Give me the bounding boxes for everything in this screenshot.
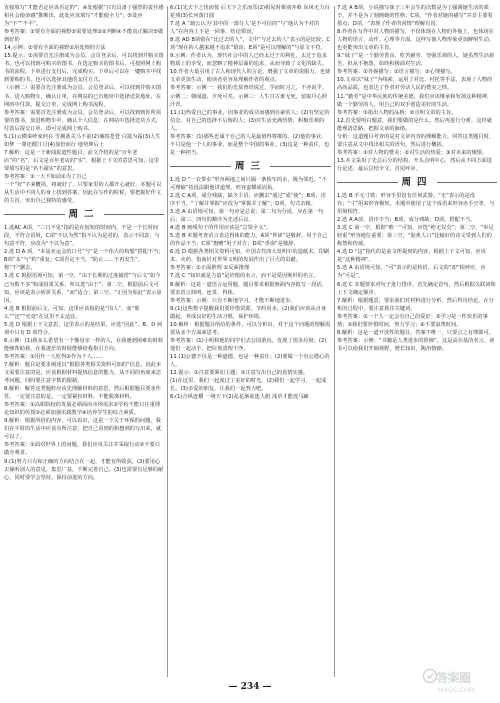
answer-paragraph: 15.提示：①需要首先注册成为会员。会员登录后，可以找到并购买图书，也可以找到可购买的图书，在选定购买的图书后，可按照网上购书的流程，下单进行支付后，完成购买。下单后可以在一键购买中找到要购的书，也可以选择其他的支付方式。 (4, 53, 164, 84)
answer-paragraph: 5.选 B 本题考查语言表达得体的能力。A项“拜读”是敬辞，用于自己的作品不当；C项“惠赠”用于对方；D项“垂询”是敬辞。 (170, 233, 328, 248)
heading-rule (170, 166, 231, 167)
answer-paragraph: 8.解析：这是一道开放性的题目，答案不唯一，只要言之有理即可。 (337, 329, 494, 336)
watermark-url: MXQE.COM (438, 686, 475, 694)
answer-paragraph: 9.示例：作者认为，现代社会中的人已经太过于功利化，太过于追求物质上的享受，而忽略了精神层面的追求，从而导致了文化的缺失。 (170, 53, 328, 68)
section-heading-row (170, 157, 331, 176)
answer-paragraph: 5.选 D 根据上下文意思，这里表示的是结果，应选“因此”，B、D 两项中只有 D 项符合。 (4, 321, 163, 336)
answer-paragraph: 参考答案：①高职院校的发展必须面向市场需求②学校不能只注重理论知识的传授③必须加强实践教学④培养学生的综合素质。 (4, 402, 161, 417)
section-heading: 周三 (235, 160, 267, 172)
column-left (4, 4, 164, 681)
answer-paragraph: 一个“好”字来概括，将就好了，只要家里的人都开心就好。本题可以从生活中不同人的身上找到答案，因此在写作的时候，要把握好作文的主旨，突出自己独特的感受。 (4, 182, 162, 205)
answer-paragraph: 12.首先要明白题意，我们要做的是什么，然后再进行分析。这样就能理清思路，把握文章的脉络。 (337, 117, 493, 132)
section-heading: 周四 (401, 176, 433, 188)
section-heading-row (337, 173, 497, 192)
answer-paragraph: 参考答案：①面对世界上的问题，我们应该关注并采取行动②不要只做旁观者。 (4, 442, 161, 457)
answer-paragraph: 2.选 C A项，成分残缺，缺少主语，应删去“通过”或“使”；B项，语序不当，“了解并掌握”应改为“掌握并了解”；D项，句式杂糅。 (170, 192, 326, 208)
answer-paragraph: 6.示例：(1)我多么希望有一个像母亲一样的人，在我遇到困难的时候能够帮助我，在我迷茫的时候能够给我指引方向。 (4, 337, 164, 352)
section-heading-row (4, 205, 164, 224)
answer-paragraph: 参考答案：①用作一人吃得②作为个人…… (4, 353, 103, 360)
answer-paragraph: 8.作者在写作中对人物的描写，不仅体现在人物的外貌上，也体现在人物的语言、动作、心理等方面。这样写使人物形象更加鲜明生动，也更能突出文章的主旨。 (337, 29, 495, 52)
answer-paragraph: 9.(1)努力只有和正确的方向结合在一起，才能有所收获。(2)要用心去倾听别人的意见，集思广益，不断完善自己。(3)也需要有足够的耐心，同时要学会坚持，保持前进的方向。 (4, 458, 164, 481)
answer-paragraph: 7.选 A B项，小说描写妹子三年会生的次数是为了强调她生活的艰辛，并不是为了刻画她的性格；C项，“作者对她的描写”并非主要着墨点；D项，“表现了作者的同情”理解有误。 (337, 5, 493, 28)
answer-paragraph: 参考答案：①一个人一定会有自己的爱好；②学习是一件快乐的事情；③我们要珍惜时间，努力学习；④不要浪费时间。 (337, 313, 488, 328)
answer-paragraph: 6.(1)先天下之忧而忧 后天下之乐而乐(2)相见时难别亦难 东风无力百花残(3)长河落日圆 (170, 5, 330, 20)
answer-paragraph: 10.解析：根据题目所给的条件，可以分析出，对于这个问题的理解需要从多个方面来思考。 (170, 321, 331, 336)
heading-rule (337, 182, 398, 183)
answer-paragraph: 分析：这道题目考查的是对文章内容的理解能力。回答这类题目时，要注意从文中找出相关的语句，然后进行概括。 (337, 133, 495, 148)
answer-paragraph: 13.本文采用了先总后分的结构。开头点明中心，然后从不同方面进行论述，最后总结全文，首尾呼应。 (337, 157, 493, 172)
answer-paragraph: 1.选 B 手无寸铁：形容手里没有任何武器。“无”表示的是没有；“寸”用来形容极短。本题中使用了这个成语来形容赤手空拳，与语境相符。 (337, 192, 495, 216)
heading-rule (437, 182, 497, 183)
column-middle (170, 4, 331, 681)
answer-paragraph: 8.选 AD B项错在“比过去的人”，文中“与过去的人”表示的是比较；C项“现在的人越来越不追求”错误；E项“是可以理解的”与原文不符。 (170, 37, 331, 52)
answer-paragraph: 10.作者大量引用了古人和现代人的言论，增强了文章的说服力，也使文章更加生动，使读者更容易理解作者的观点。 (170, 69, 331, 84)
answer-paragraph: 参考答案：①正面推理 ②反面推理 (170, 265, 250, 272)
answer-paragraph: 7.选 A “疏公认为‘其中的一部分人’是不可信的”与“他认为不对的人”在内容上不是一回事，结论错误。 (170, 21, 320, 36)
answer-paragraph: 1.选 D “一衣带水”形容两地之间只隔一条狭窄的水，极为邻近。“不可理喻”指没法跟他讲道理，形容蛮横或固执。 (170, 176, 327, 191)
answer-paragraph: 4.选 B 画线句子的作用应该是“总领全文”。 (170, 225, 272, 232)
answer-paragraph: 直接填写“才能否定应该否定的”；④处根据“只有具备了强烈的责任感和社会使命感”推断出，此处应该填写“才能使全力”；⑤处应为“不”“不平”。 (4, 5, 164, 28)
answer-paragraph: 参考答案：①指出人物的品格；②点明文章的主旨。 (337, 109, 457, 116)
column-right (337, 4, 497, 681)
answer-paragraph: 6.选 C 本题要求对句子进行排序。首先确定首句，然后根据关联词和上下文确定顺序。 (337, 281, 496, 296)
answer-paragraph: 3.选 C 第一空，根据“唯一”可知，应选“绝无仅有”；第二空，“举足轻重”形容地位重要；第三空，“脍炙人口”比喻好的诗文受到人们的称赞和传颂。 (337, 225, 494, 248)
answer-paragraph: 2.选 D A 项，“本届亚运会的口号”与“是一个伟大的构想”搭配不当；B项“多”与“约”重复；C项否定不当，“防止……不再发生”，将“不”删去。 (4, 249, 164, 272)
answer-paragraph: 10.文章以“妹子”为线索，运用了对比、衬托等手法，表现了人物的高尚品质，也表达了作者对劳动人民的赞美之情。 (337, 77, 493, 92)
answer-paragraph: 7.解析：根据题意，要求我们对材料进行分析，然后得出结论。在分析的过程中，要注意抓住关键词。 (337, 297, 494, 312)
answer-paragraph: 9.(1)这些数字提醒我们要珍惜资源，节约用水。(2)我们应该从自身做起，养成良好的生活习惯，保护环境。 (170, 305, 327, 320)
answer-paragraph: 3.选 A 由语境可知，第一句应是总说；第二句为分说，应在第一句后；第三、四句的顺序为先述后议。 (170, 209, 324, 224)
heading-rule (104, 214, 164, 215)
answer-paragraph: （示例二）需要首先注册成为会员。会员登录后，可以找到并购买图书，进入购物车，确认订单，在网站的已有地址中选择送货地址，在网络中付款，提交订单，完成网上购书流程。 (4, 85, 162, 108)
answer-paragraph: 参考答案：①对人物的赞美；②对生活的热爱；③对未来的憧憬。 (337, 149, 488, 156)
answer-paragraph: 参考答案：示例一：我们的先贤曾经说过，学而时习之，不亦说乎。示例二：朝闻道，夕死可矣。示例三：人生自古谁无死，留取丹心照汗青。 (170, 85, 328, 108)
answer-paragraph: 1.选AC A项，“三日不见”指的是在较短的时间内，不是一个长时间段，不符合语境。C项“不以为然”指不认为是对的，表示不同意，与句意不符，应改为“不以为意”。 (4, 225, 160, 248)
answer-paragraph: 7.解析：这是一个新闻报道性题目，前文介绍的是“百年老店”的“名”，后文是百年老店的“实”，根据上下文的意思可知，这里要填写的是“名不副实”的意思。 (4, 149, 160, 172)
section-heading: 周二 (68, 209, 100, 221)
answer-paragraph: 9.解析：根据所给的内容，可以看出，这是一个关于环保的问题，我们在平时的生活中应该有所注意，把自己看到的和想到的写出来，就可以了。 (4, 418, 162, 441)
answer-paragraph: 14.示例：①要有全面的视野②用处理的方法 (4, 45, 106, 52)
answer-paragraph: 8.解析：这是一道语言运用题，题目要求根据画面内容拟写一段话，要求语言简明、连贯、得体。 (170, 281, 327, 296)
heading-rule (270, 166, 331, 167)
heading-rule (4, 214, 65, 215)
column-divider (334, 6, 335, 677)
answer-paragraph: 3.选 C 根据语境可知，第一空，“由于长期的过度捕捞”与后文“如今已为数不多”构成因果关系，所以选“由于”；第二空，根据前后文可知，应该是表示转折关系，“而”适合；第三空，“正因为如此”表示原因。 (4, 273, 162, 304)
column-divider (167, 6, 168, 677)
answer-paragraph: 7.选 C “知识就是力量”是培根的名言，而不是爱因斯坦的名言。 (170, 273, 319, 280)
answer-paragraph: 参考答案：(1)小明和他的同学们去公园游玩，发现了很多垃圾；(2)他们一起动手，把垃圾清理干净。 (170, 337, 327, 352)
answer-paragraph: 11.“勤劳”是中华民族的传统美德，我们应该继承和发扬这种精神，做一个勤劳的人，用自己的双手创造美好的生活。 (337, 93, 493, 108)
answer-paragraph: 5.选 A 由语境可知，“可”表示的是转折，后文的“却”相呼应，应为“可是”。 (337, 265, 486, 280)
answer-paragraph: 6.(1)合纵连横 一统天下(2)乱花渐欲迷人眼 浅草才能没马蹄 (170, 394, 309, 401)
answer-paragraph: 参考答案：需要首先注册成为会员，会员登录后，可以找到到你所需要的图书，放进购物车中，确认个人信息，在网站中选择送货方式，付款后提交订单，即可完成网上购书。 (4, 109, 162, 132)
watermark-text: 答案圈 (436, 671, 471, 685)
answer-paragraph: 2.选 A A项，语序不当；B项，成分残缺；D项，搭配不当。 (337, 217, 476, 224)
answer-paragraph: 5.(1)云横秦岭家何在 雪拥蓝关马不前(2)蒹葭苍苍 白露为霜(3)人生如梦 一尊还酹江月(4)加倍而行 地势坤后土 (4, 133, 161, 148)
answer-paragraph: 参考答案：①外貌描写；②语言描写；③心理描写。 (337, 69, 456, 76)
answer-paragraph: 6.选 D 根据各类相关资料可知，中国古代四大发明中的造纸术、印刷术、火药、指南针对世界文明的发展作出了巨大的贡献。 (170, 249, 330, 264)
answer-paragraph: 参考答案：①一大不如前②为了自己 (4, 173, 87, 180)
answer-paragraph: 参考答案：示例：“书籍是人类进步的阶梯”，这是高尔基的名言。读书可以使我们开阔视野，增长知识，陶冶情操。 (337, 337, 495, 352)
answer-paragraph: 7.解析：题目是要求阐述以“根据各类相关资料可知的”信息。因此本文需要注意的是，应该根据材料提炼信息的能力，从不同的角度来思考问题，同时要注意字数的限制。 (4, 361, 162, 385)
answer-paragraph: 4.选 D “这”指代的是前文所提到的内容，根据上下文可知，应该是“这种精神”。 (337, 249, 486, 264)
answer-paragraph: 参考答案：示例：只有不断地学习，才能不断地进步。 (170, 297, 296, 304)
answer-paragraph: 11.(1)公德不仅是一种道德，也是一种责任；(2)要做一个有公德心的人。 (170, 353, 330, 368)
answer-paragraph: 4.选 B 根据前后文，可知，这里应该指的是“国人”，而“那么”“还”“究竟”在这里不太适宜。 (4, 305, 140, 320)
answer-paragraph: 12.提示：①注意要紧扣主题；②注意写出自己的真情实感。 (170, 370, 309, 377)
answer-paragraph: (1)在这里，我们一起度过了美好的时光。(2)我们一起学习，一起成长。(3)亲爱的朋友，让我们一起努力吧。 (170, 378, 327, 393)
answer-paragraph: 参考答案：①要有全面的视野②需要处理③②判断④不能真正解决⑤做到好的 (4, 29, 164, 44)
answer-paragraph: 9.“妹子”是一个勤劳善良、吃苦耐劳、坚强乐观的人。她虽然生活艰苦，但从不抱怨，始终积极面对生活。 (337, 53, 495, 68)
answer-paragraph: 参考答案：(1)那些忠诚于自己的人是最值得尊敬的。(2)他的事业，不只是他一个人的事业，而是整个中国的事业。(3)这是一种责任，也是一种担当。 (170, 133, 330, 156)
watermark-logo (422, 665, 494, 701)
answer-paragraph: 11.(1)热爱自己的事业，因事业的成功而感到自豪的人；(2)有坚定的信念，对自己的选择不后悔的人；(3)对生活充满热情，积极乐观的人。 (170, 109, 330, 132)
page-number: — 234 — (228, 682, 272, 692)
answer-paragraph: 8.解析：解答这类题时应该先理解材料的意思，然后根据题目要求作答。一定要注意的是，一定要紧扣材料，不能脱离材料。 (4, 386, 161, 401)
